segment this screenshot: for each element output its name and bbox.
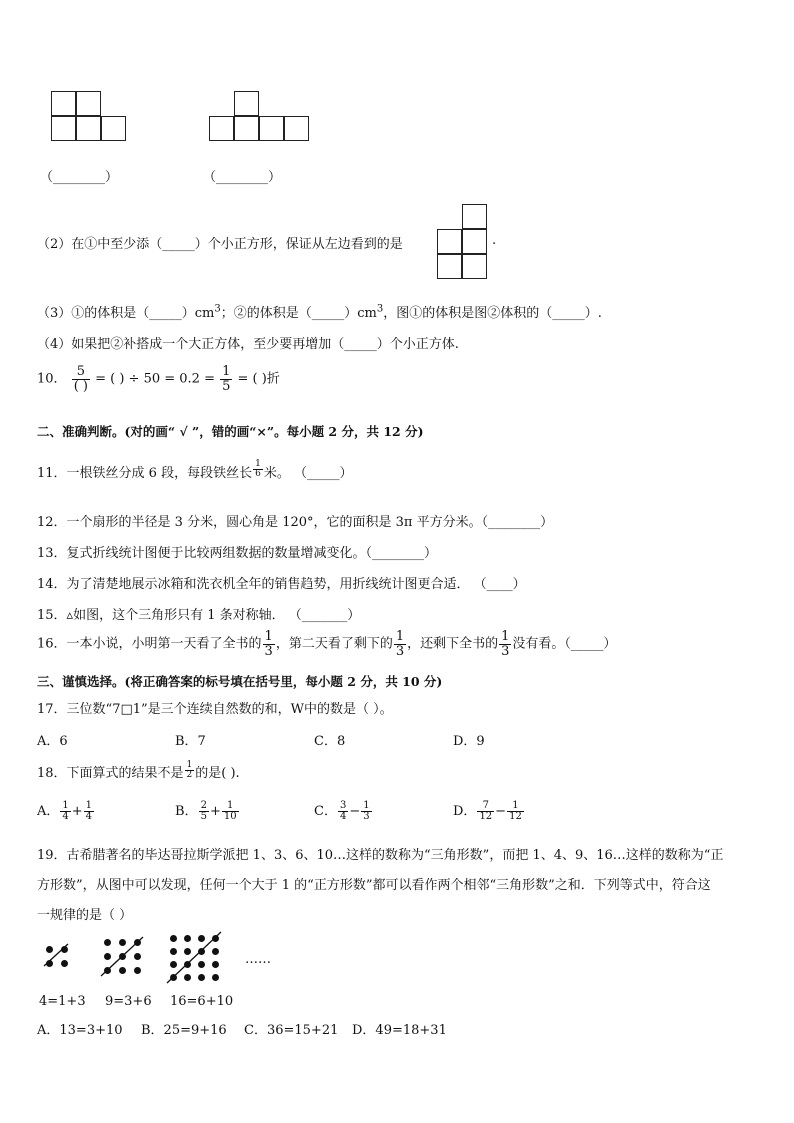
q9-sub4: （4）如果把②补搭成一个大正方体，至少要再增加（_____）个小正方体.	[37, 337, 459, 352]
q10: 10． $\frac{5}{( )}$ = ( ) ÷ 50 = 0.2 = $\frac{1}{5}$ = ( )折	[37, 364, 280, 394]
q18-option-d: D． $\frac{7}{12}$ − $\frac{1}{12}$	[453, 799, 522, 822]
q9-sub3: （3）①的体积是$(\_\_\_\_\_)cm^3$；②的体积是$(\_\_\_\_\_)cm^3$，图①的体积是图②体积的（_____）.	[37, 303, 602, 321]
q13: 13．复式折线统计图便于比较两组数据的数量增减变化。（________）	[37, 546, 438, 561]
q19-option-d: D．49=18+31	[352, 1023, 447, 1038]
q18-stem: 18．下面算式的结果不是 $\frac{1}{2}$ 的是( ).	[37, 759, 240, 781]
q18-option-c: C． $\frac{3}{4}$ − $\frac{1}{3}$	[314, 799, 370, 822]
q9-sub2-text: （2）在①中至少添（_____）个小正方形，保证从左边看到的是	[37, 237, 403, 252]
q11: 11．一根铁丝分成 6 段，每段铁丝长 $\frac{1}{6}$ 米。 （_____）	[37, 458, 353, 481]
q17-option-c: C．8	[314, 734, 346, 749]
q17-stem: 17．三位数“7□1”是三个连续自然数的和，W中的数是（ ）。	[37, 702, 393, 717]
q19-option-a: A．13=3+10	[37, 1023, 123, 1038]
answer-blank-a: （________）	[40, 170, 119, 185]
q18-option-a: A． $\frac{1}{4}$ + $\frac{1}{4}$	[37, 799, 93, 822]
section-2-heading: 二、准确判断。(对的画“ √ ”，错的画“×”。每小题 2 分，共 12 分)	[37, 424, 424, 439]
q12: 12．一个扇形的半径是 3 分米，圆心角是 120°，它的面积是 3π 平方分米。（________）	[37, 515, 554, 530]
dot-figure-ellipsis: ……	[245, 952, 271, 967]
q17-option-d: D．9	[453, 734, 485, 749]
q17-option-a: A．6	[37, 734, 68, 749]
dot-caption-1: 4=1+3	[39, 994, 86, 1009]
q16: 16．一本小说，小明第一天看了全书的 $\frac{1}{3}$ ，第二天看了剩下的 $\frac{1}{3}$ ，还剩下全书的 $\frac{1}{3}$ 没有看。（_____）	[37, 629, 617, 659]
q19-option-b: B．25=9+16	[141, 1023, 227, 1038]
section-3-heading: 三、谨慎选择。(将正确答案的标号填在括号里，每小题 2 分，共 10 分)	[37, 674, 443, 689]
q10-fraction-1: $\frac{5}{( )}$	[73, 364, 88, 394]
q19-option-c: C．36=15+21	[244, 1023, 339, 1038]
q19-line-1: 19．古希腊著名的毕达哥拉斯学派把 1、3、6、10…这样的数称为“三角形数”，而把 1、4、9、16…这样的数称为“正	[37, 848, 724, 863]
q9-sub2-end: .	[492, 233, 497, 248]
q14: 14．为了清楚地展示冰箱和洗衣机全年的销售趋势，用折线统计图更合适． （____）	[37, 577, 526, 592]
q15: 15．▵如图，这个三角形只有 1 条对称轴． （_______）	[37, 608, 361, 623]
q18-option-b: B． $\frac{2}{5}$ + $\frac{1}{10}$	[175, 799, 237, 822]
q10-fraction-2: $\frac{1}{5}$	[222, 364, 231, 394]
q19-line-2: 方形数”，从图中可以发现，任何一个大于 1 的“正方形数”都可以看作两个相邻“三角形数”之和．下列等式中，符合这	[37, 878, 711, 893]
q17-option-b: B．7	[175, 734, 206, 749]
q19-line-3: 一规律的是（ ）	[37, 908, 133, 923]
dot-caption-3: 16=6+10	[170, 994, 234, 1009]
dot-caption-2: 9=3+6	[105, 994, 152, 1009]
answer-blank-b: （________）	[203, 170, 282, 185]
